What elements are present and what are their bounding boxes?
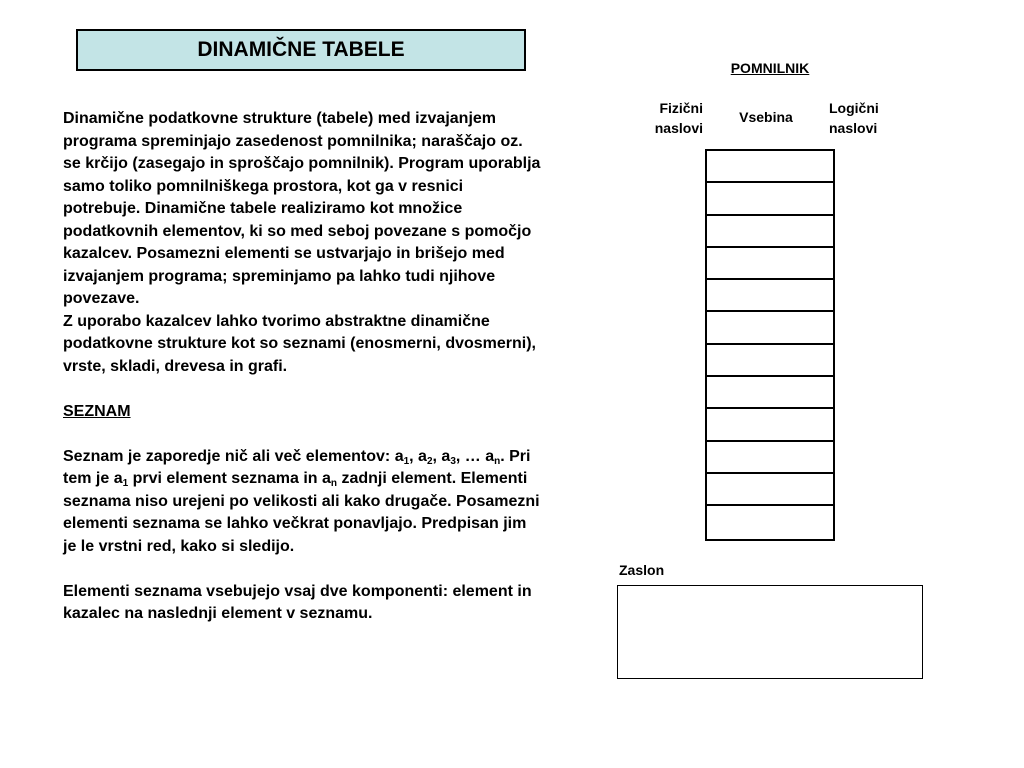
paragraph-list-definition — [63, 446, 543, 559]
memory-cell — [707, 345, 833, 377]
memory-cell — [707, 506, 833, 538]
paragraph-pointers: Z uporabo kazalcev lahko tvorimo abstraktne dinamične podatkovne strukture kot so seznami (enosmerni, dvosmerni), vrste, skladi, drevesa in grafi. — [63, 312, 536, 375]
label-line: Logični — [829, 100, 879, 116]
memory-cell — [707, 474, 833, 506]
subscript: 3 — [450, 455, 456, 467]
label-line: Fizični — [659, 100, 703, 116]
spacer — [63, 423, 543, 446]
text-run: , a — [432, 447, 451, 465]
content-label: Vsebina — [739, 109, 793, 125]
text-run: prvi element seznama in a — [128, 470, 331, 487]
memory-cell — [707, 248, 833, 280]
physical-addresses-label — [630, 98, 703, 138]
memory-cell — [707, 442, 833, 474]
subscript: 2 — [426, 455, 433, 467]
label-line: naslovi — [829, 120, 878, 136]
text-run: , … a — [455, 447, 495, 465]
memory-cell — [707, 409, 833, 441]
memory-cell — [707, 280, 833, 312]
memory-cell — [707, 377, 833, 409]
spacer — [63, 378, 543, 401]
screen-label: Zaslon — [619, 562, 665, 578]
text-run: Seznam je zaporedje nič ali več elementov: a — [63, 447, 404, 465]
memory-cell — [707, 312, 833, 344]
screen-box — [617, 585, 923, 679]
section-heading-seznam: SEZNAM — [63, 402, 131, 420]
memory-title: POMNILNIK — [730, 60, 810, 76]
subscript: 1 — [122, 478, 129, 489]
memory-grid — [705, 149, 835, 541]
memory-cell — [707, 151, 833, 183]
page-title — [76, 29, 526, 71]
spacer — [63, 558, 543, 581]
memory-cell — [707, 216, 833, 248]
subscript: n — [494, 455, 501, 467]
logical-addresses-label — [829, 98, 909, 138]
paragraph-dynamic-structures: Dinamične podatkovne strukture (tabele) med izvajanjem programa spreminjajo zasedenost pomnilnika; naraščajo oz. se krčijo (zasegajo in sproščajo pomnilnik). Program uporablja samo toliko pomnilniškega prostora, kot ga v resnici potrebuje. Dinamične tabele realiziramo kot množice podatkovnih elementov, ki so med seboj povezane s pomočjo kazalcev. Posamezni elementi se ustvarjajo in brišejo med izvajanjem programa; spreminjamo pa lahko tudi njihove povezave. — [63, 110, 541, 307]
memory-cell — [707, 183, 833, 215]
subscript: 1 — [403, 455, 410, 467]
text-run: . Pri tem je a — [63, 447, 531, 487]
paragraph-list-components: Elementi seznama vsebujejo vsaj dve komponenti: element in kazalec na naslednji element v seznamu. — [63, 582, 532, 622]
label-line: naslovi — [654, 120, 703, 136]
page-title-text: DINAMIČNE TABELE — [197, 38, 405, 61]
subscript: n — [330, 478, 338, 489]
text-run: , a — [409, 447, 427, 465]
text-run: zadnji element. Elementi seznama niso urejeni po velikosti ali kako drugače. Posamezni elementi seznama se lahko večkrat ponavljajo. Predpisan jim je le vrstni red, kako si sledijo. — [63, 470, 540, 555]
body-text — [63, 108, 543, 626]
